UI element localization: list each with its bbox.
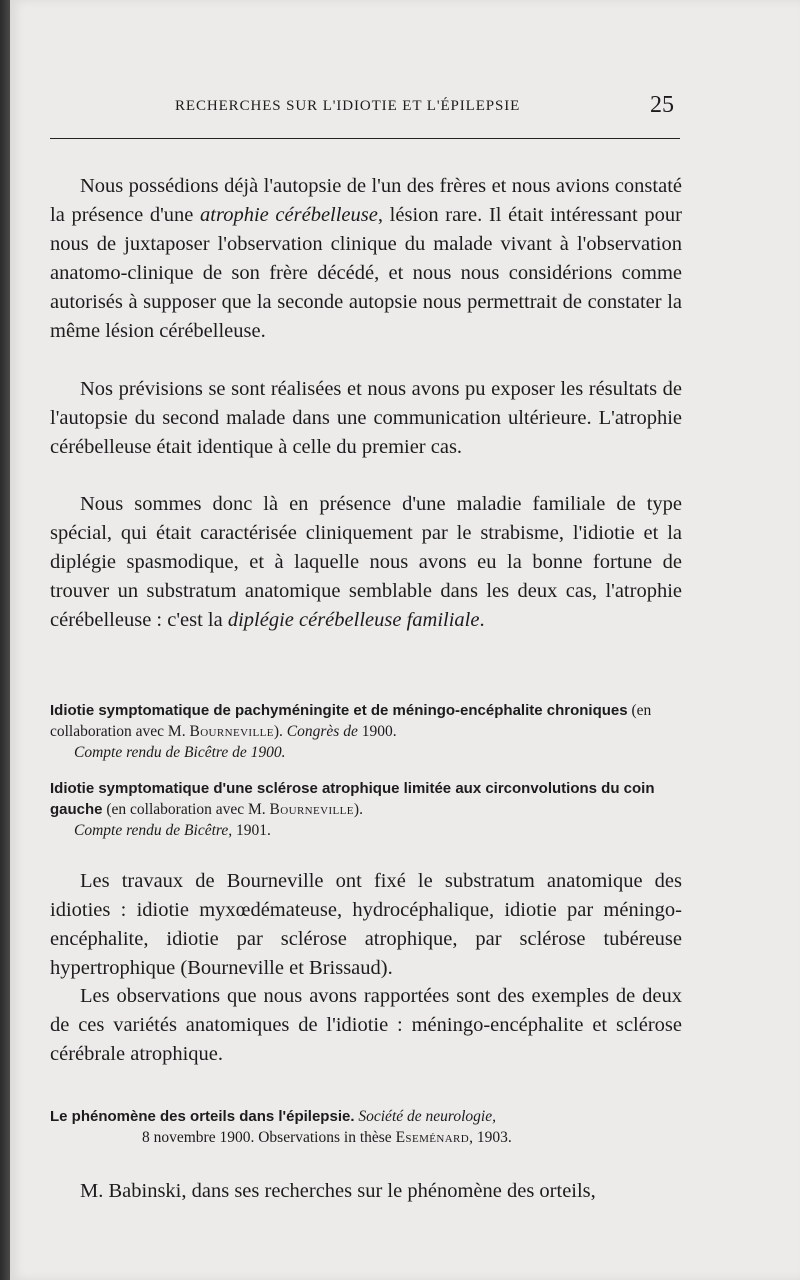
paragraph-predictions — [50, 375, 682, 462]
bib2-line2-year: 1901. — [232, 822, 271, 839]
p1-text-b: , lésion rare. Il était intéressant pour nous de juxtaposer l'observation clinique du malade vivant à l'observation anatomo-clinique de son frère décédé, et nous nous considérions comme autorisés à supposer que la seconde autopsie nous permettrait de constater la même lésion cérébelleuse. — [50, 204, 682, 342]
paragraph-observations — [50, 982, 682, 1069]
bib2-collab-name: Bourneville — [269, 801, 354, 818]
p3-text-b: . — [479, 609, 485, 631]
p3-emphasis: diplégie cérébelleuse familiale — [227, 609, 480, 631]
p1-text-a: Nous possédions déjà l'autopsie de l'un des frères et nous avions constaté la présence d'une — [50, 175, 682, 226]
bibliography-entry-sclerosis — [50, 778, 682, 841]
bib1-collab-name: Bourneville — [189, 723, 274, 740]
bib1-title: Idiotie symptomatique de pachyméningite et de méningo-encéphalite chroniques — [50, 702, 628, 719]
p5-text: Les observations que nous avons rapportées sont des exemples de deux de ces variétés anatomiques de l'idiotie : méningo-encéphalite et sclérose cérébrale atrophique. — [50, 985, 682, 1065]
book-page — [10, 0, 800, 1280]
bib3-author: Eseménard — [395, 1129, 470, 1146]
bib1-venue: Congrès de — [286, 723, 358, 740]
running-title: RECHERCHES SUR L'IDIOTIE ET L'ÉPILEPSIE — [175, 98, 521, 114]
p6-text: M. Babinski, dans ses recherches sur le phénomène des orteils, — [80, 1180, 596, 1202]
bibliography-entry-toes-phenomenon — [50, 1106, 682, 1148]
bib1-collab-prefix: (en collaboration avec M. — [50, 702, 652, 740]
bib2-line2: Compte rendu de Bicêtre, — [74, 822, 233, 839]
bib1-year: 1900. — [357, 723, 397, 740]
page-edge-shadow — [0, 0, 10, 1280]
p2-text: Nos prévisions se sont réalisées et nous avons pu exposer les résultats de l'autopsie du second malade dans une communication ultérieure. L'atrophie cérébelleuse était identique à celle du premier cas. — [50, 378, 682, 458]
bib2-collab-prefix: (en collaboration avec M. — [102, 801, 270, 818]
bib2-collab-suffix: ). — [353, 801, 363, 818]
paragraph-babinski — [50, 1177, 682, 1206]
bib1-line2: Compte rendu de Bicêtre de 1900. — [74, 744, 286, 761]
bib3-venue: Société de neurologie, — [354, 1108, 496, 1125]
paragraph-autopsy — [50, 172, 682, 346]
bib1-collab-suffix: ). — [273, 723, 287, 740]
page-number: 25 — [650, 92, 674, 118]
bibliography-entry-pachymeningitis — [50, 700, 682, 763]
bib3-line2-b: , 1903. — [469, 1129, 512, 1146]
bib3-line2-a: 8 novembre 1900. Observations in thèse — [142, 1129, 396, 1146]
p3-text-a: Nous sommes donc là en présence d'une maladie familiale de type spécial, qui était caractérisée cliniquement par le strabisme, l'idiotie et la diplégie spasmodique, et à laquelle nous avons eu la bonne fortune de trouver un substratum anatomique semblable dans les deux cas, l'atrophie cérébelleuse : c'est la — [50, 493, 682, 631]
header-rule — [50, 138, 680, 139]
p1-emphasis: atrophie cérébelleuse — [200, 204, 378, 226]
bib3-title: Le phénomène des orteils dans l'épilepsie. — [50, 1108, 355, 1125]
p4-text: Les travaux de Bourneville ont fixé le substratum anatomique des idioties : idiotie myxœdémateuse, hydrocéphalique, idiotie par méningo-encéphalite, idiotie par sclérose atrophique, par sclérose tubéreuse hypertrophique (Bourneville et Brissaud). — [50, 870, 682, 979]
paragraph-bourneville — [50, 867, 682, 983]
bib2-title: Idiotie symptomatique d'une sclérose atrophique limitée aux circonvolutions du coin gauche — [50, 780, 655, 818]
paragraph-familial-disease — [50, 490, 682, 635]
